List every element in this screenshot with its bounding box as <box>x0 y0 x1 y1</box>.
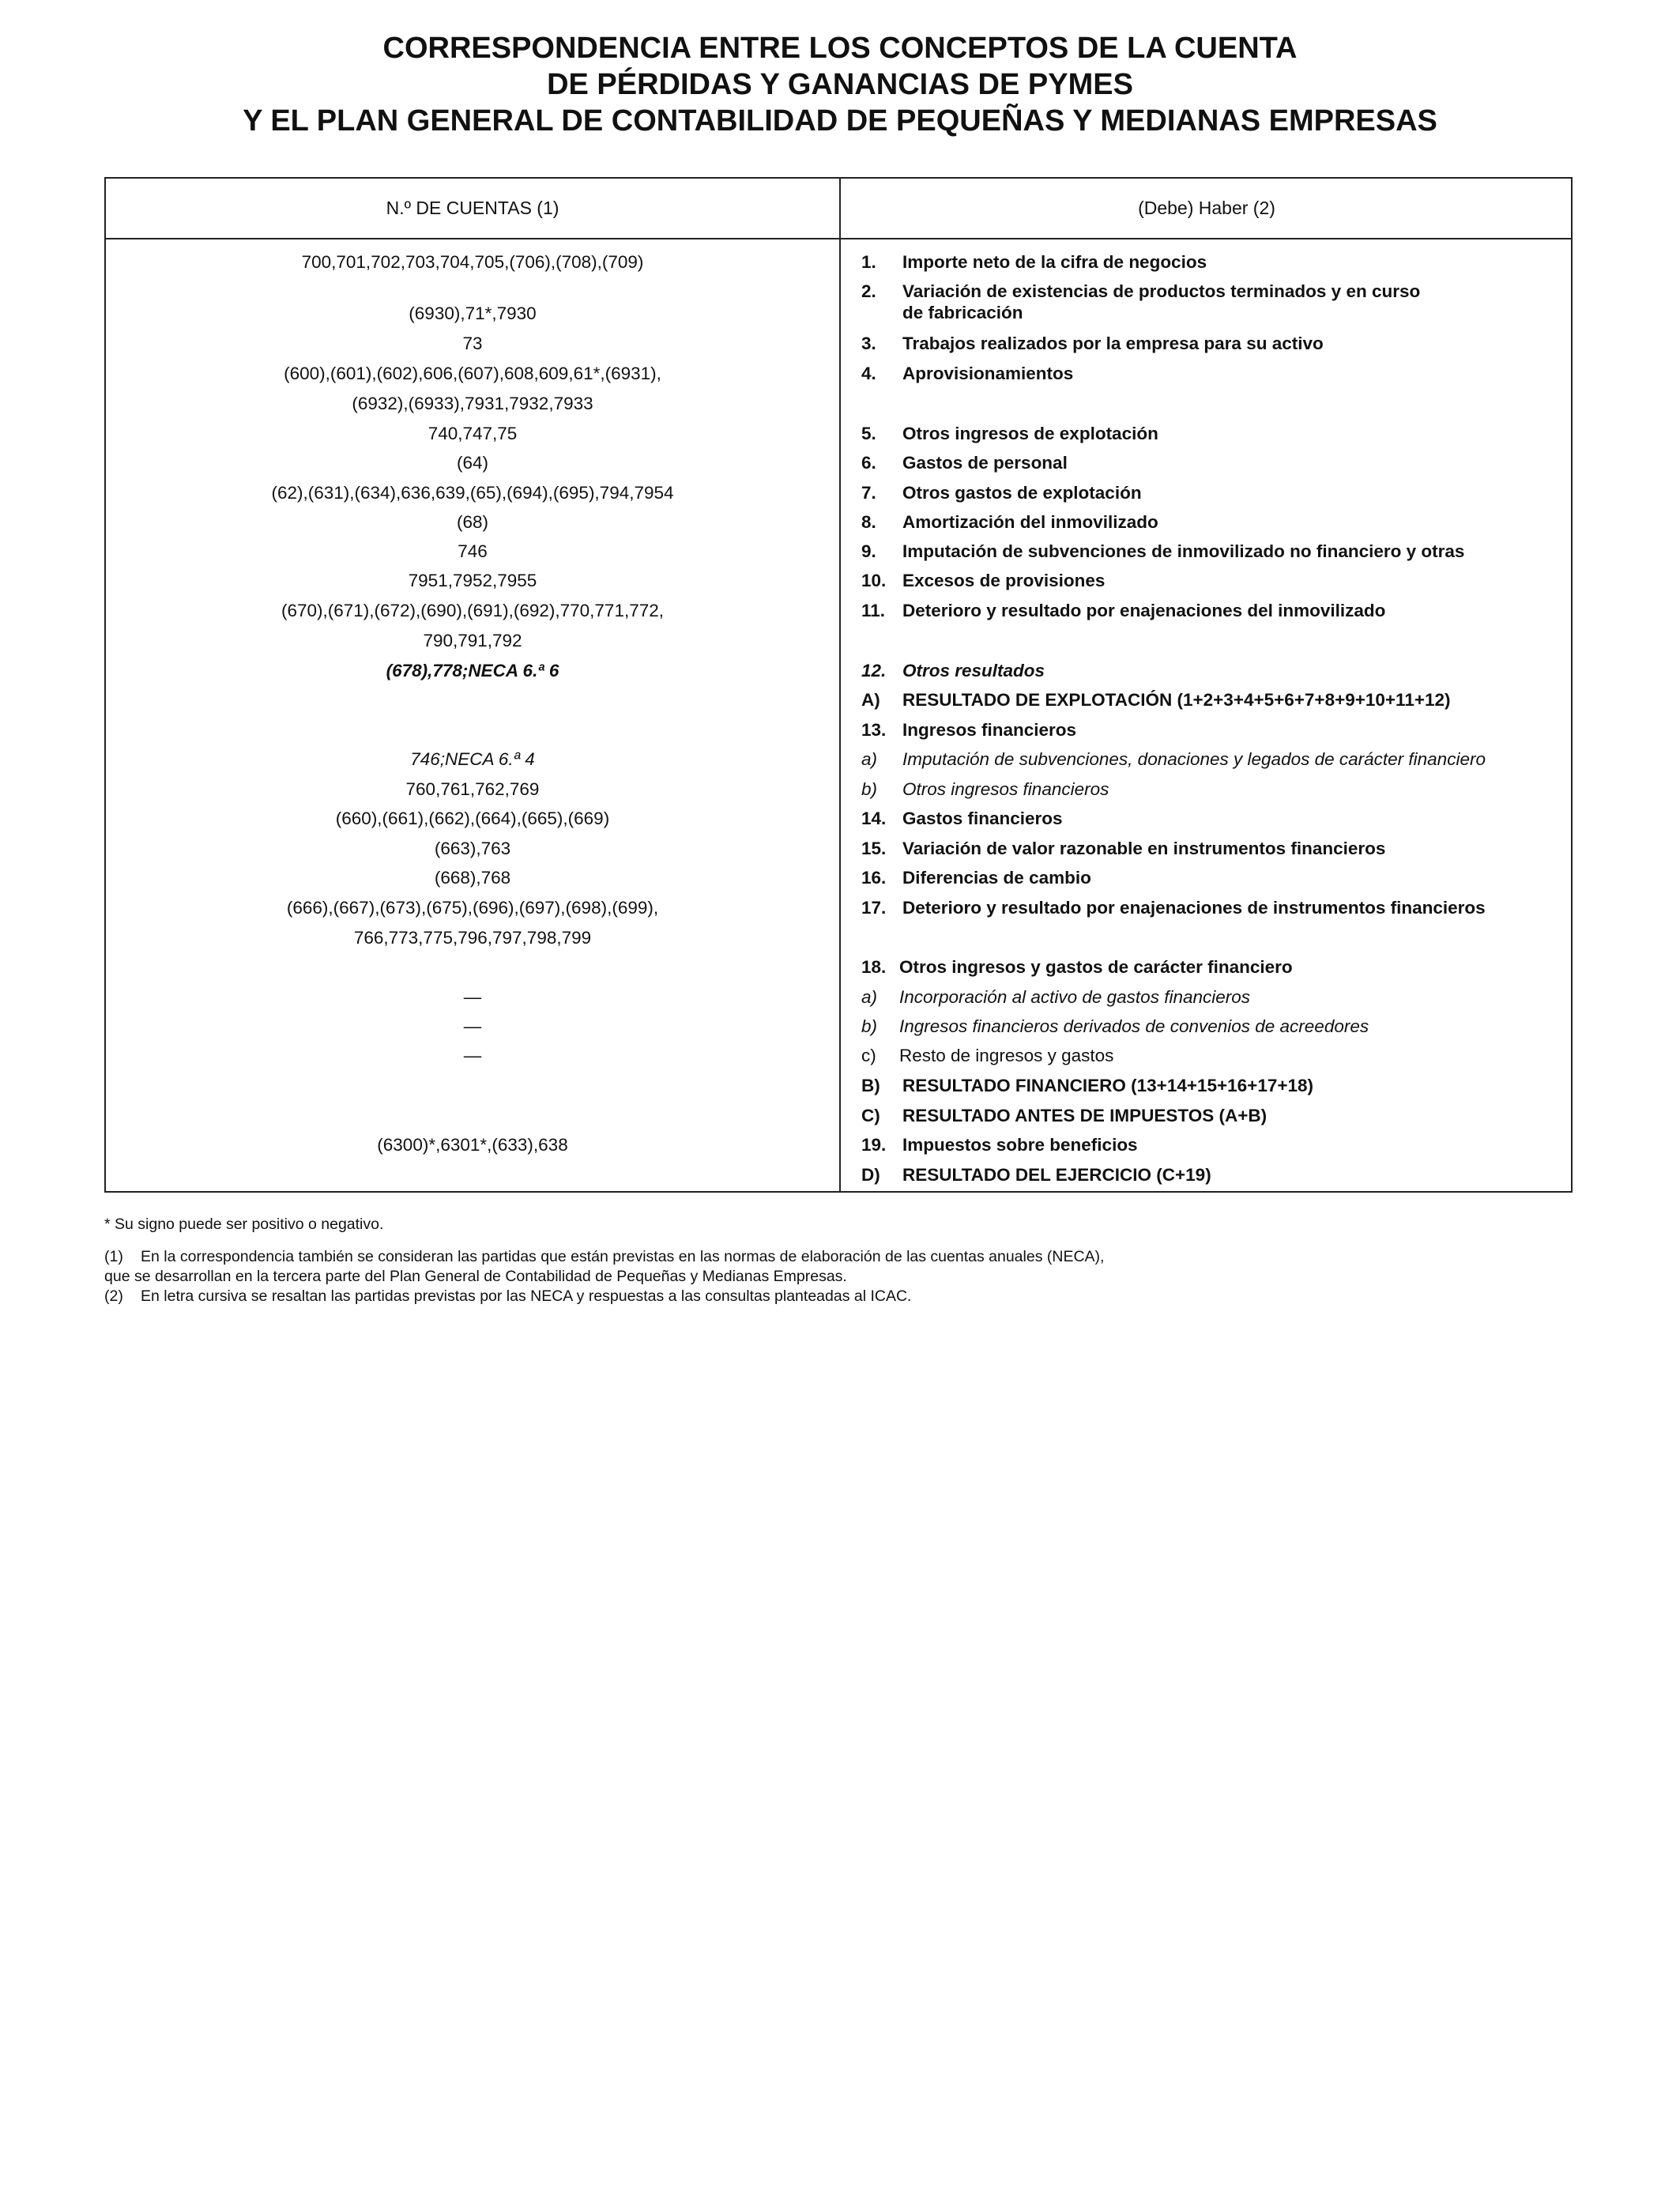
concept-number: 1. <box>861 252 876 272</box>
concept-row <box>861 956 1293 978</box>
account-cell: — <box>463 987 482 1007</box>
concept-row <box>861 281 1420 302</box>
concept-number: 9. <box>861 541 876 561</box>
footnote-number: (1) <box>104 1248 123 1265</box>
concept-row <box>861 808 1063 829</box>
concept-number: 3. <box>861 334 876 353</box>
account-cell: — <box>463 1046 482 1065</box>
concept-label: Amortización del inmovilizado <box>902 512 1158 532</box>
concept-label: Ingresos financieros <box>902 720 1077 740</box>
concept-number: 17. <box>861 898 887 918</box>
footnote-asterisk: * Su signo puede ser positivo o negativo. <box>104 1216 384 1233</box>
footnote-1 <box>104 1247 1104 1267</box>
account-cell: (6932),(6933),7931,7932,7933 <box>352 394 593 413</box>
concept-row <box>861 867 1091 888</box>
concept-row <box>861 897 1486 918</box>
concept-label: Otros ingresos y gastos de carácter financiero <box>899 957 1293 977</box>
account-cell: (68) <box>456 512 488 532</box>
concept-label: RESULTADO FINANCIERO (13+14+15+16+17+18) <box>902 1076 1314 1095</box>
header-concepts: (Debe) Haber (2) <box>1138 198 1275 218</box>
concept-row <box>861 482 1142 503</box>
concept-number: 15. <box>861 839 887 858</box>
concept-row <box>861 452 1068 473</box>
concept-number: C) <box>861 1106 880 1125</box>
concept-row <box>861 600 1385 621</box>
account-cell: (663),763 <box>434 839 511 858</box>
concept-row <box>861 1075 1313 1096</box>
concept-row <box>861 423 1158 444</box>
concept-label: Incorporación al activo de gastos financieros <box>899 987 1251 1007</box>
concept-number: c) <box>861 1046 876 1065</box>
concept-number: 16. <box>861 868 887 888</box>
concept-number: b) <box>861 1016 878 1036</box>
concept-label: Impuestos sobre beneficios <box>902 1135 1138 1155</box>
concept-number: B) <box>861 1076 880 1095</box>
account-cell: (64) <box>456 453 488 473</box>
concept-label-continued: de fabricación <box>902 303 1023 322</box>
concept-number: 7. <box>861 483 876 503</box>
concept-row <box>861 511 1158 533</box>
concept-label: Imputación de subvenciones de inmovilizado no financiero y otras <box>902 541 1465 561</box>
concept-number: 2. <box>861 281 876 301</box>
account-cell: 7951,7952,7955 <box>408 571 537 590</box>
footnote-2 <box>104 1287 911 1306</box>
concept-row <box>861 778 1109 800</box>
account-cell: 746;NECA 6.ª 4 <box>410 749 535 769</box>
concept-label: Otros ingresos financieros <box>902 779 1109 799</box>
concept-label: Trabajos realizados por la empresa para su activo <box>902 334 1324 353</box>
concept-row <box>861 1164 1211 1186</box>
concept-row <box>861 838 1385 859</box>
footnote-1-continued: que se desarrollan en la tercera parte del Plan General de Contabilidad de Pequeñas y Medianas Empresas. <box>104 1268 847 1285</box>
concept-label: Diferencias de cambio <box>902 868 1091 888</box>
concept-number: 8. <box>861 512 876 532</box>
footnote-number: (2) <box>104 1287 123 1305</box>
concept-row <box>861 251 1207 273</box>
concept-label: Aprovisionamientos <box>902 364 1074 383</box>
account-cell: (6930),71*,7930 <box>409 303 537 323</box>
concept-number: 14. <box>861 809 887 828</box>
concept-label: RESULTADO ANTES DE IMPUESTOS (A+B) <box>902 1106 1268 1125</box>
concept-label: RESULTADO DE EXPLOTACIÓN (1+2+3+4+5+6+7+8+9+10+11+12) <box>902 690 1451 710</box>
concept-row <box>861 689 1451 711</box>
concept-row <box>861 1045 1113 1066</box>
concept-label: Deterioro y resultado por enajenaciones de instrumentos financieros <box>902 898 1486 918</box>
concept-row <box>861 541 1464 562</box>
concept-label: Otros ingresos de explotación <box>902 424 1158 443</box>
concept-label: Resto de ingresos y gastos <box>899 1046 1114 1065</box>
account-cell: (668),768 <box>434 868 511 888</box>
concept-label: Otros gastos de explotación <box>902 483 1142 503</box>
concept-label: RESULTADO DEL EJERCICIO (C+19) <box>902 1165 1211 1185</box>
concept-number: 10. <box>861 571 887 590</box>
header-accounts: N.º DE CUENTAS (1) <box>386 198 559 218</box>
concept-row <box>861 719 1076 741</box>
account-cell: 790,791,792 <box>423 631 522 650</box>
concept-label: Variación de existencias de productos terminados y en curso <box>902 281 1421 301</box>
title-line-3: Y EL PLAN GENERAL DE CONTABILIDAD DE PEQUEÑAS Y MEDIANAS EMPRESAS <box>243 104 1437 138</box>
concept-number: D) <box>861 1165 880 1185</box>
footnote-text: En la correspondencia también se consideran las partidas que están previstas en las normas de elaboración de las cuentas anuales (NECA), <box>141 1248 1105 1265</box>
concept-number: 12. <box>861 661 887 680</box>
concept-label: Imputación de subvenciones, donaciones y legados de carácter financiero <box>902 749 1486 769</box>
account-cell: (670),(671),(672),(690),(691),(692),770,771,772, <box>281 601 665 620</box>
footnote-text: En letra cursiva se resaltan las partidas previstas por las NECA y respuestas a las consultas planteadas al ICAC. <box>141 1287 912 1305</box>
account-cell: (660),(661),(662),(664),(665),(669) <box>335 809 610 828</box>
concept-label: Importe neto de la cifra de negocios <box>902 252 1207 272</box>
concept-row <box>861 1134 1138 1155</box>
concept-label: Deterioro y resultado por enajenaciones del inmovilizado <box>902 601 1386 620</box>
concept-row <box>861 986 1250 1008</box>
concept-number: a) <box>861 749 878 769</box>
account-cell: (666),(667),(673),(675),(696),(697),(698),(699), <box>286 898 659 918</box>
account-cell: 746 <box>458 541 488 561</box>
concept-number: 13. <box>861 720 887 740</box>
correspondence-table <box>104 177 1573 1193</box>
concept-row <box>861 363 1073 384</box>
concept-number: A) <box>861 690 880 710</box>
title-line-2: DE PÉRDIDAS Y GANANCIAS DE PYMES <box>547 68 1133 101</box>
concept-label: Gastos de personal <box>902 453 1068 473</box>
account-cell: 760,761,762,769 <box>405 779 540 799</box>
account-cell: (6300)*,6301*,(633),638 <box>377 1135 568 1155</box>
account-cell: (600),(601),(602),606,(607),608,609,61*,(6931), <box>284 364 661 383</box>
concept-row <box>861 1105 1267 1126</box>
column-divider <box>839 179 841 1191</box>
concept-number: b) <box>861 779 878 799</box>
concept-number: 4. <box>861 364 876 383</box>
concept-number: 11. <box>861 601 886 620</box>
page-title <box>0 30 1680 139</box>
concept-number: a) <box>861 987 878 1007</box>
account-cell: — <box>463 1016 482 1036</box>
account-cell: 700,701,702,703,704,705,(706),(708),(709) <box>301 252 644 272</box>
concept-row <box>861 660 1045 681</box>
concept-label: Gastos financieros <box>902 809 1063 828</box>
account-cell: (62),(631),(634),636,639,(65),(694),(695),794,7954 <box>271 483 674 503</box>
concept-label: Otros resultados <box>902 661 1045 680</box>
account-cell: 766,773,775,796,797,798,799 <box>353 928 592 948</box>
concept-row <box>861 570 1105 591</box>
concept-label: Variación de valor razonable en instrumentos financieros <box>902 839 1386 858</box>
account-cell: 740,747,75 <box>428 424 518 443</box>
concept-number: 6. <box>861 453 876 473</box>
concept-number: 5. <box>861 424 876 443</box>
concept-row <box>861 748 1486 770</box>
concept-label: Ingresos financieros derivados de convenios de acreedores <box>899 1016 1369 1036</box>
account-cell: (678),778;NECA 6.ª 6 <box>386 661 559 680</box>
concept-row <box>861 333 1324 354</box>
header-divider <box>106 238 1571 239</box>
concept-label: Excesos de provisiones <box>902 571 1106 590</box>
account-cell: 73 <box>462 334 483 353</box>
title-line-1: CORRESPONDENCIA ENTRE LOS CONCEPTOS DE LA CUENTA <box>382 32 1298 65</box>
concept-row <box>861 1016 1369 1037</box>
concept-number: 19. <box>861 1135 887 1155</box>
concept-number: 18. <box>861 957 887 977</box>
